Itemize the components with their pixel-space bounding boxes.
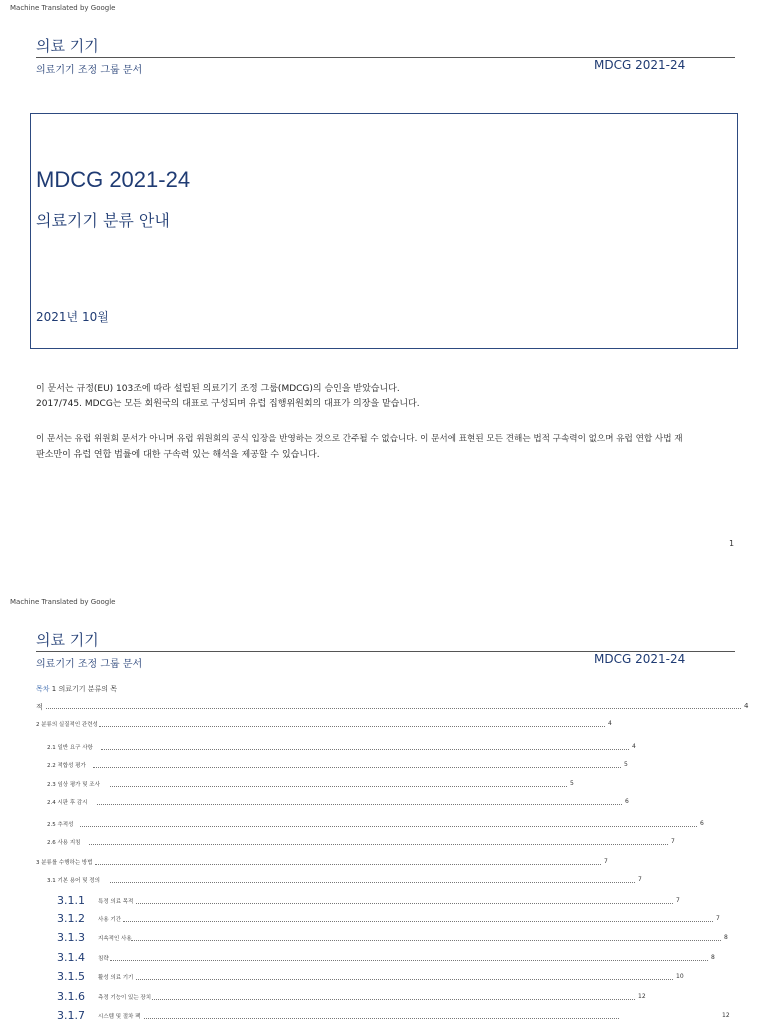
toc-page-number: 7 <box>676 897 680 904</box>
paragraph-1-line-1: 이 문서는 규정(EU) 103조에 따라 설립된 의료기기 조정 그룹(MDCG)의 승인을 받았습니다. <box>36 384 400 394</box>
header-subtitle: 의료기기 조정 그룹 문서 <box>36 65 143 76</box>
machine-translated-note: Machine Translated by Google <box>10 598 116 606</box>
toc-leader <box>95 864 601 865</box>
toc-page-number: 6 <box>625 798 629 805</box>
toc-entry-label[interactable]: 2.6 사용 지침 <box>47 840 81 846</box>
header-doc-code: MDCG 2021-24 <box>594 652 686 666</box>
toc-leader <box>136 979 673 980</box>
toc-entry-label[interactable]: 2.5 추적성 <box>47 822 74 828</box>
toc-page-number: 8 <box>724 934 728 941</box>
toc-entry-label[interactable]: 2.1 일반 요구 사항 <box>47 745 93 751</box>
paragraph-1-line-2: 2017/745. MDCG는 모든 회원국의 대표로 구성되며 유럽 집행위원회의 대표가 의장을 맡습니다. <box>36 399 420 409</box>
toc-page-number: 7 <box>671 838 675 845</box>
toc-page-number: 10 <box>676 973 684 980</box>
toc-entry-label[interactable]: 지속적인 사용 <box>98 936 132 942</box>
toc-leader <box>110 960 708 961</box>
paragraph-2-line-2: 판소만이 유럽 연합 법률에 대한 구속력 있는 해석을 제공할 수 있습니다. <box>36 450 320 460</box>
toc-leader <box>46 708 741 709</box>
toc-leader <box>136 903 673 904</box>
toc-leader <box>89 844 668 845</box>
toc-subsection-number: 3.1.3 <box>57 931 85 944</box>
toc-entry-label[interactable]: 침략 <box>98 956 109 962</box>
toc-leader <box>110 786 567 787</box>
toc-page-number: 4 <box>744 702 749 710</box>
toc-entry-label[interactable]: 측정 기능이 있는 장치 <box>98 995 152 1001</box>
toc-leader <box>131 940 721 941</box>
cover-subtitle: 의료기기 분류 안내 <box>36 211 170 230</box>
toc-leader <box>144 1018 619 1019</box>
toc-subsection-number: 3.1.6 <box>57 990 85 1003</box>
cover-box <box>30 113 738 349</box>
toc-entry-label[interactable]: 2.4 시판 후 감시 <box>47 800 88 806</box>
page-number-corner: 12 <box>722 1012 730 1019</box>
toc-entry-label[interactable]: 특정 의료 목적 <box>98 899 134 905</box>
toc-leader <box>110 882 635 883</box>
toc-entry-label[interactable]: 2 분류의 실질적인 관련성 <box>36 722 98 728</box>
toc-page-number: 4 <box>608 720 612 727</box>
toc-entry-label[interactable]: 3.1 기본 용어 및 정의 <box>47 878 100 884</box>
toc-leader <box>152 999 635 1000</box>
toc-entry-label[interactable]: 시스템 및 절차 팩 <box>98 1014 141 1020</box>
toc-entry-label[interactable]: 3 분류를 수행하는 방법 <box>36 860 93 866</box>
machine-translated-note: Machine Translated by Google <box>10 4 116 12</box>
paragraph-2-line-1: 이 문서는 유럽 위원회 문서가 아니며 유럽 위원회의 공식 입장을 반영하는 것으로 간주될 수 없습니다. 이 문서에 표현된 모든 견해는 법적 구속력이 없으며 유럽 연합 사법 재 <box>36 434 683 444</box>
toc-page-number: 5 <box>570 780 574 787</box>
header-subtitle: 의료기기 조정 그룹 문서 <box>36 659 143 670</box>
toc-page-number: 4 <box>632 743 636 750</box>
toc-page-number: 12 <box>638 993 646 1000</box>
toc-entry-1-continued: 적 <box>36 703 43 711</box>
toc-subsection-number: 3.1.5 <box>57 970 85 983</box>
toc-heading-first-entry: 1 의료기기 분류의 목 <box>51 685 117 693</box>
header-title: 의료 기기 <box>36 37 99 55</box>
page-number: 1 <box>729 539 735 548</box>
header-title: 의료 기기 <box>36 631 99 649</box>
toc-leader <box>123 921 713 922</box>
toc-leader <box>93 767 621 768</box>
cover-title: MDCG 2021-24 <box>36 167 191 192</box>
toc-subsection-number: 3.1.2 <box>57 912 85 925</box>
toc-heading <box>36 684 117 694</box>
toc-leader <box>80 826 697 827</box>
toc-leader <box>101 749 629 750</box>
toc-page-number: 5 <box>624 761 628 768</box>
toc-page-number: 6 <box>700 820 704 827</box>
toc-heading-label: 목차 <box>36 685 50 693</box>
toc-page-number: 7 <box>638 876 642 883</box>
toc-page-number: 7 <box>716 915 720 922</box>
toc-entry-label[interactable]: 사용 기간 <box>98 917 122 923</box>
toc-entry-label[interactable]: 2.3 임상 평가 및 조사 <box>47 782 100 788</box>
toc-page-number: 7 <box>604 858 608 865</box>
toc-leader <box>97 804 622 805</box>
toc-leader <box>99 726 605 727</box>
toc-page-number: 8 <box>711 954 715 961</box>
toc-subsection-number: 3.1.1 <box>57 894 85 907</box>
cover-date: 2021년 10월 <box>36 310 109 324</box>
toc-subsection-number: 3.1.7 <box>57 1009 85 1022</box>
header-doc-code: MDCG 2021-24 <box>594 58 686 72</box>
toc-entry-label[interactable]: 2.2 적합성 평가 <box>47 763 86 769</box>
toc-subsection-number: 3.1.4 <box>57 951 85 964</box>
toc-entry-label[interactable]: 활성 의료 기기 <box>98 975 134 981</box>
